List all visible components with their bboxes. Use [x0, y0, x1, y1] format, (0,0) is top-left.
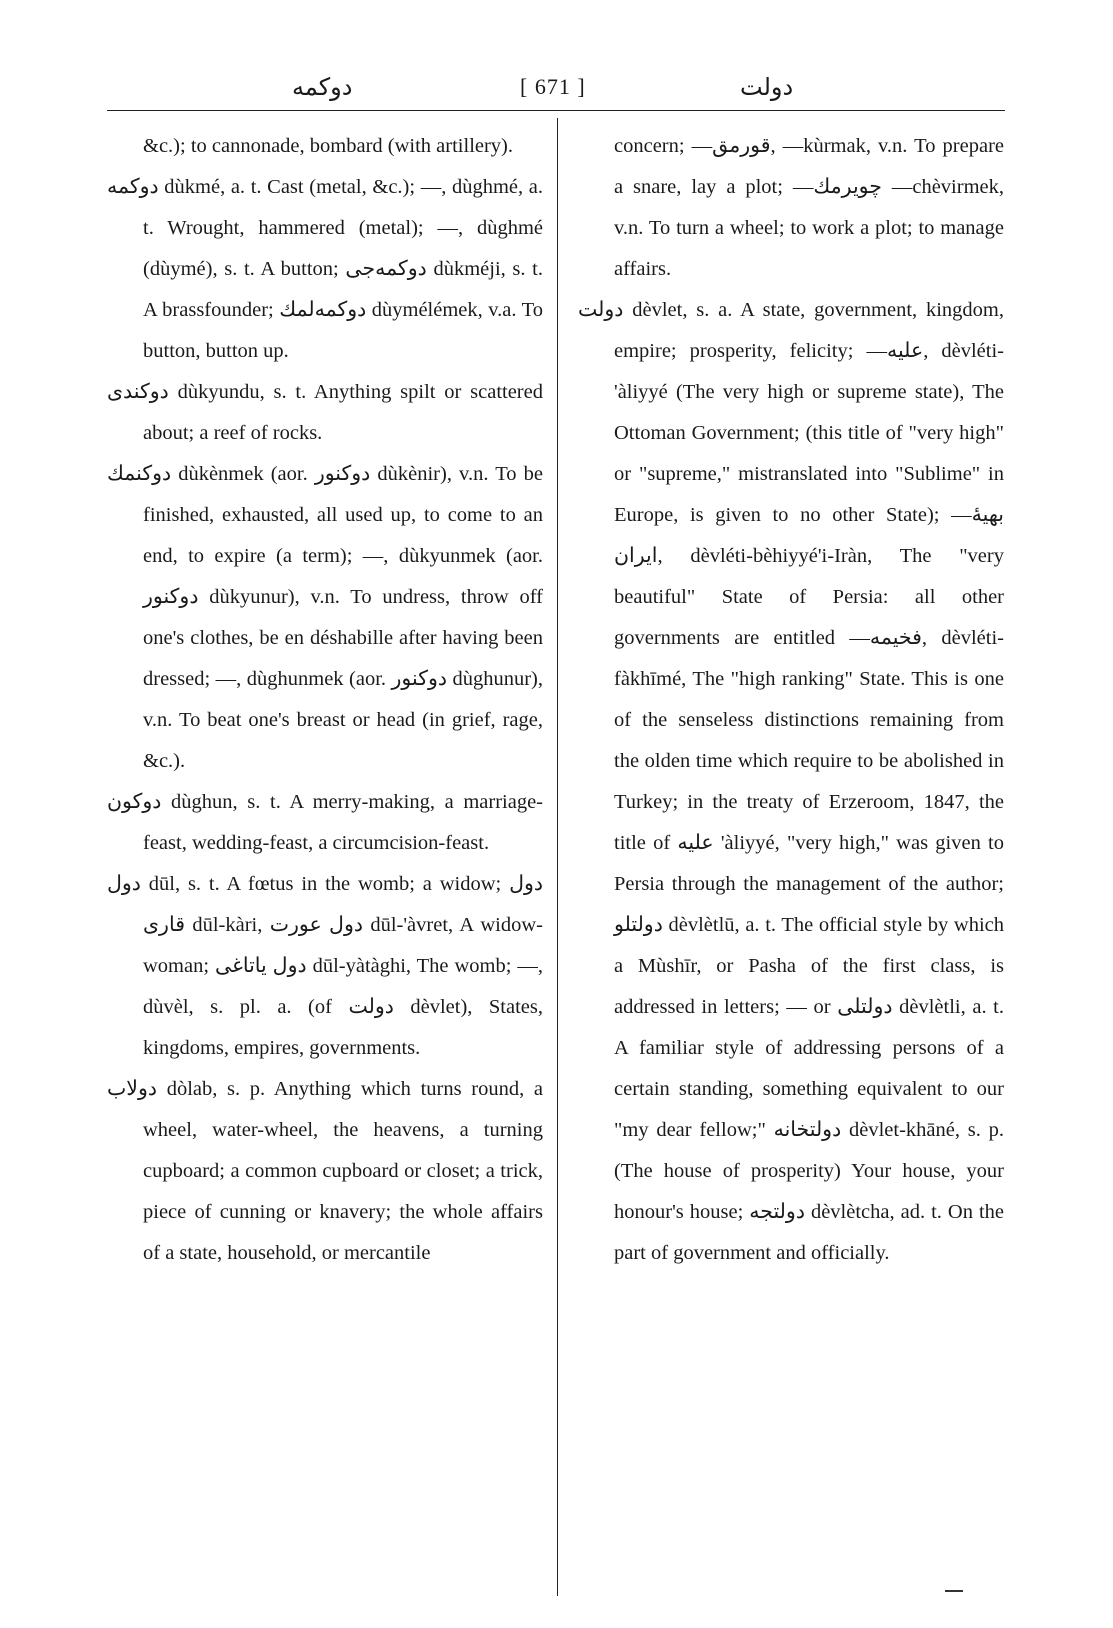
- entry-dukenmek: دوکنمك dùkènmek (aor. دوکنور dùkènir), v.n. To be finished, exhausted, all used up, to come to an end, to expire (a term); —, dùkyunmek (aor. دوکنور dùkyunur), v.n. To undress, throw off one's clothes, be en déshabille after having been dressed; —, dùghunmek (aor. دوکنور dùghunur), v.n. To beat one's breast or head (in grief, rage, &c.).: [107, 463, 544, 772]
- entry-devlet: دولت dèvlet, s. a. A state, government, kingdom, empire; prosperity, felicity; —علیه, dèvléti-'àliyyé (The very high or supreme state), The Ottoman Government; (this title of "very high" or "supreme," mistranslated into "Sublime" in Europe, is given to no other State); —بهیهٔ ایران, dèvléti-bèhiyyé'i-Iràn, The "very beautiful" State of Persia: all other governments are entitled —فخیمه, dèvléti-fàkhīmé, The "high ranking" State. This is one of the senseless distinctions remaining from the olden time which require to be abolished in Turkey; in the treaty of Erzeroom, 1847, the title of علیه 'àliyyé, "very high," was given to Persia through the management of the author; دولتلو dèvlètlū, a. t. The official style by which a Mùshīr, or Pasha of the first class, is addressed in letters; — or دولتلی dèvlètli, a. t. A familiar style of addressing persons of a certain standing, something equivalent to our "my dear fellow;" دولتخانه dèvlet-khāné, s. p. (The house of prosperity) Your house, your honour's house; دولتجه dèvlètcha, ad. t. On the part of government and officially.: [578, 299, 1005, 1264]
- left-header-word: دوکمه: [292, 73, 353, 101]
- entry-dukme: دوکمه dùkmé, a. t. Cast (metal, &c.); —, dùghmé, a. t. Wrought, hammered (metal); —, dùghmé (dùymé), s. t. A button; دوکمه‌جی dùkméji, s. t. A brassfounder; دوکمه‌لمك dùymélémek, v.a. To button, button up.: [107, 176, 543, 362]
- right-column: [578, 126, 1004, 1274]
- continuation-text: concern; —قورمق, —kùrmak, v.n. To prepare a snare, lay a plot; —چویرمك —chèvirmek, v.n. To turn a wheel; to work a plot; to manage affairs.: [614, 135, 1004, 280]
- entry-dughun: دوکون dùghun, s. t. A merry-making, a marriage-feast, wedding-feast, a circumcision-feast.: [107, 791, 543, 854]
- column-divider: [557, 118, 558, 1596]
- entry-dul: دول dūl, s. t. A fœtus in the womb; a widow; دول قاری dūl-kàri, دول عورت dūl-'àvret, A widow-woman; دول یاتاغی dūl-yàtàghi, The womb; —, dùvèl, s. pl. a. (of دولت dèvlet), States, kingdoms, empires, governments.: [107, 873, 544, 1059]
- left-column: [107, 126, 543, 1274]
- entry-dukyundu: دوکندی dùkyundu, s. t. Anything spilt or scattered about; a reef of rocks.: [107, 381, 543, 444]
- entry-dolab: دولاب dòlab, s. p. Anything which turns round, a wheel, water-wheel, the heavens, a turning cupboard; a common cupboard or closet; a trick, piece of cunning or knavery; the whole affairs of a state, household, or mercantile: [107, 1078, 543, 1264]
- continuation-text: &c.); to cannonade, bombard (with artillery).: [143, 135, 514, 157]
- header-rule: [107, 110, 1005, 111]
- footer-mark: [945, 1590, 963, 1592]
- page-number: [ 671 ]: [520, 74, 586, 99]
- right-header-word: دولت: [740, 73, 794, 101]
